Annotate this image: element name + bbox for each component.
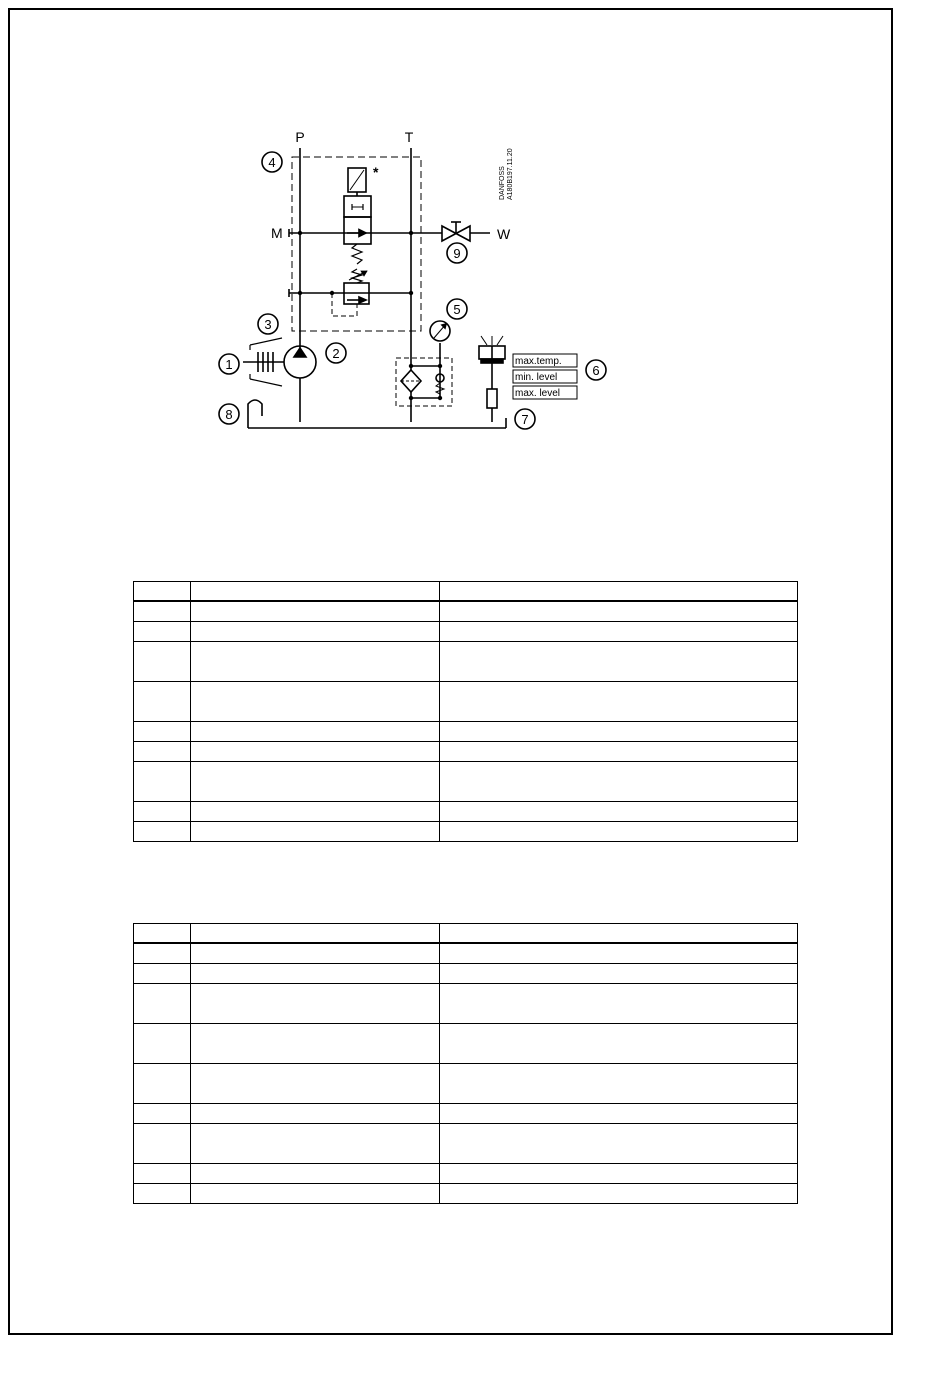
table-cell — [191, 984, 440, 1024]
table-row — [134, 822, 798, 842]
table-cell — [191, 601, 440, 622]
table-row — [134, 1184, 798, 1204]
table-header-row — [134, 924, 798, 944]
table-cell — [134, 682, 191, 722]
table-cell — [191, 1104, 440, 1124]
table-cell — [134, 722, 191, 742]
table-row — [134, 682, 798, 722]
tag-min-level: min. level — [515, 372, 558, 383]
solenoid-mark: * — [373, 164, 379, 180]
table-cell — [440, 1164, 798, 1184]
tag-max-level: max. level — [515, 388, 561, 399]
table-cell — [440, 1024, 798, 1064]
table-row — [134, 722, 798, 742]
code-line-2: A180B197.11.20 — [507, 148, 514, 200]
table-cell — [440, 622, 798, 642]
table-cell — [440, 762, 798, 802]
table-cell — [134, 802, 191, 822]
label-t: T — [404, 129, 414, 145]
number-7: 7 — [521, 412, 529, 427]
label-m: M — [271, 225, 283, 241]
table-cell — [440, 682, 798, 722]
table-row — [134, 1064, 798, 1104]
table-cell — [440, 582, 798, 602]
table-cell — [191, 924, 440, 944]
table-cell — [191, 1184, 440, 1204]
table-cell — [134, 601, 191, 622]
table-cell — [191, 682, 440, 722]
table-cell — [191, 1164, 440, 1184]
table-cell — [440, 964, 798, 984]
table-cell — [440, 1124, 798, 1164]
table-cell — [134, 1184, 191, 1204]
table-row — [134, 622, 798, 642]
table-cell — [134, 1104, 191, 1124]
table-cell — [191, 822, 440, 842]
table-cell — [134, 582, 191, 602]
label-p: P — [295, 129, 305, 145]
table-cell — [134, 762, 191, 802]
number-1: 1 — [225, 357, 233, 372]
table-cell — [440, 822, 798, 842]
number-8: 8 — [225, 407, 233, 422]
table-row — [134, 642, 798, 682]
code-line-1: DANFOSS — [499, 166, 506, 200]
component-table-1 — [133, 581, 798, 842]
table-cell — [191, 582, 440, 602]
table-cell — [440, 1184, 798, 1204]
table-cell — [134, 1124, 191, 1164]
table-cell — [440, 642, 798, 682]
breather — [248, 400, 262, 416]
table-header-row — [134, 582, 798, 602]
table-row — [134, 742, 798, 762]
sensor-float — [487, 389, 497, 408]
table-cell — [440, 984, 798, 1024]
table-cell — [134, 924, 191, 944]
table-row — [134, 984, 798, 1024]
table-cell — [134, 984, 191, 1024]
table-row — [134, 601, 798, 622]
table-cell — [134, 1024, 191, 1064]
table-cell — [440, 1064, 798, 1104]
component-table-2 — [133, 923, 798, 1204]
table-row — [134, 1024, 798, 1064]
table-cell — [440, 742, 798, 762]
tag-max-temp: max.temp. — [515, 356, 562, 367]
number-4: 4 — [268, 155, 276, 170]
table-cell — [191, 802, 440, 822]
number-9: 9 — [453, 246, 461, 261]
table-cell — [440, 722, 798, 742]
table-cell — [134, 1164, 191, 1184]
table-cell — [134, 964, 191, 984]
table-cell — [191, 1124, 440, 1164]
number-5: 5 — [453, 302, 461, 317]
table-cell — [191, 1024, 440, 1064]
table-cell — [191, 742, 440, 762]
table-row — [134, 802, 798, 822]
table-cell — [134, 822, 191, 842]
table-cell — [134, 622, 191, 642]
table-cell — [191, 964, 440, 984]
table-cell — [191, 1064, 440, 1104]
table-cell — [134, 1064, 191, 1104]
table-row — [134, 1124, 798, 1164]
valve-lower-cell — [344, 217, 371, 244]
table-cell — [191, 622, 440, 642]
table-row — [134, 1164, 798, 1184]
hydraulic-circuit-diagram — [0, 0, 950, 440]
table-cell — [191, 642, 440, 682]
table-cell — [440, 601, 798, 622]
valve-spring — [352, 244, 362, 264]
table-cell — [440, 943, 798, 964]
number-6: 6 — [592, 363, 600, 378]
table-cell — [440, 924, 798, 944]
table-cell — [440, 1104, 798, 1124]
number-2: 2 — [332, 346, 340, 361]
table-cell — [134, 742, 191, 762]
table-cell — [191, 762, 440, 802]
label-w: W — [497, 226, 511, 242]
table-cell — [191, 943, 440, 964]
table-row — [134, 762, 798, 802]
table-cell — [134, 943, 191, 964]
table-cell — [134, 642, 191, 682]
table-row — [134, 943, 798, 964]
table-cell — [440, 802, 798, 822]
number-3: 3 — [264, 317, 272, 332]
table-row — [134, 1104, 798, 1124]
table-row — [134, 964, 798, 984]
table-cell — [191, 722, 440, 742]
